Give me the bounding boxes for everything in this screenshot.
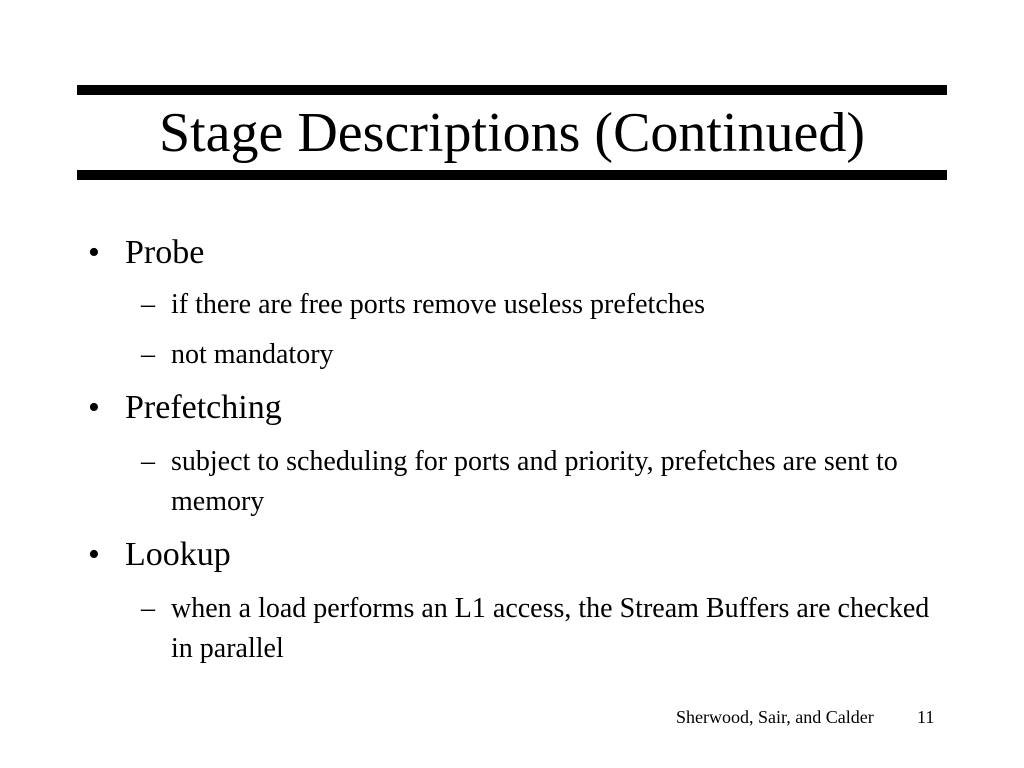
bullet-label: Prefetching [125, 389, 282, 426]
bullet-item-prefetching [88, 388, 282, 428]
dash-icon: – [141, 593, 155, 624]
page-number: 11 [917, 707, 935, 727]
dash-icon: – [141, 289, 155, 320]
sub-item-text: subject to scheduling for ports and priority, prefetches are sent to memory [171, 446, 898, 517]
bullet-item-probe [88, 233, 204, 273]
bullet-dot-icon: • [88, 536, 100, 573]
bullet-dot-icon: • [88, 389, 100, 426]
bullet-dot-icon: • [88, 234, 100, 271]
title-bottom-rule [77, 170, 947, 180]
sub-item [141, 589, 941, 669]
slide-title: Stage Descriptions (Continued) [158, 102, 866, 164]
sub-item [141, 285, 941, 325]
sub-item-text: not mandatory [171, 339, 334, 370]
bullet-label: Probe [125, 234, 205, 271]
sub-item [141, 335, 941, 375]
bullet-item-lookup [88, 535, 231, 575]
title-top-rule [77, 85, 947, 95]
dash-icon: – [141, 339, 155, 370]
sub-item [141, 442, 941, 522]
sub-item-text: if there are free ports remove useless prefetches [171, 289, 706, 320]
dash-icon: – [141, 446, 155, 477]
footer-credit: Sherwood, Sair, and Calder [676, 707, 874, 727]
sub-item-text: when a load performs an L1 access, the Stream Buffers are checked in parallel [171, 593, 930, 664]
bullet-label: Lookup [125, 536, 231, 573]
